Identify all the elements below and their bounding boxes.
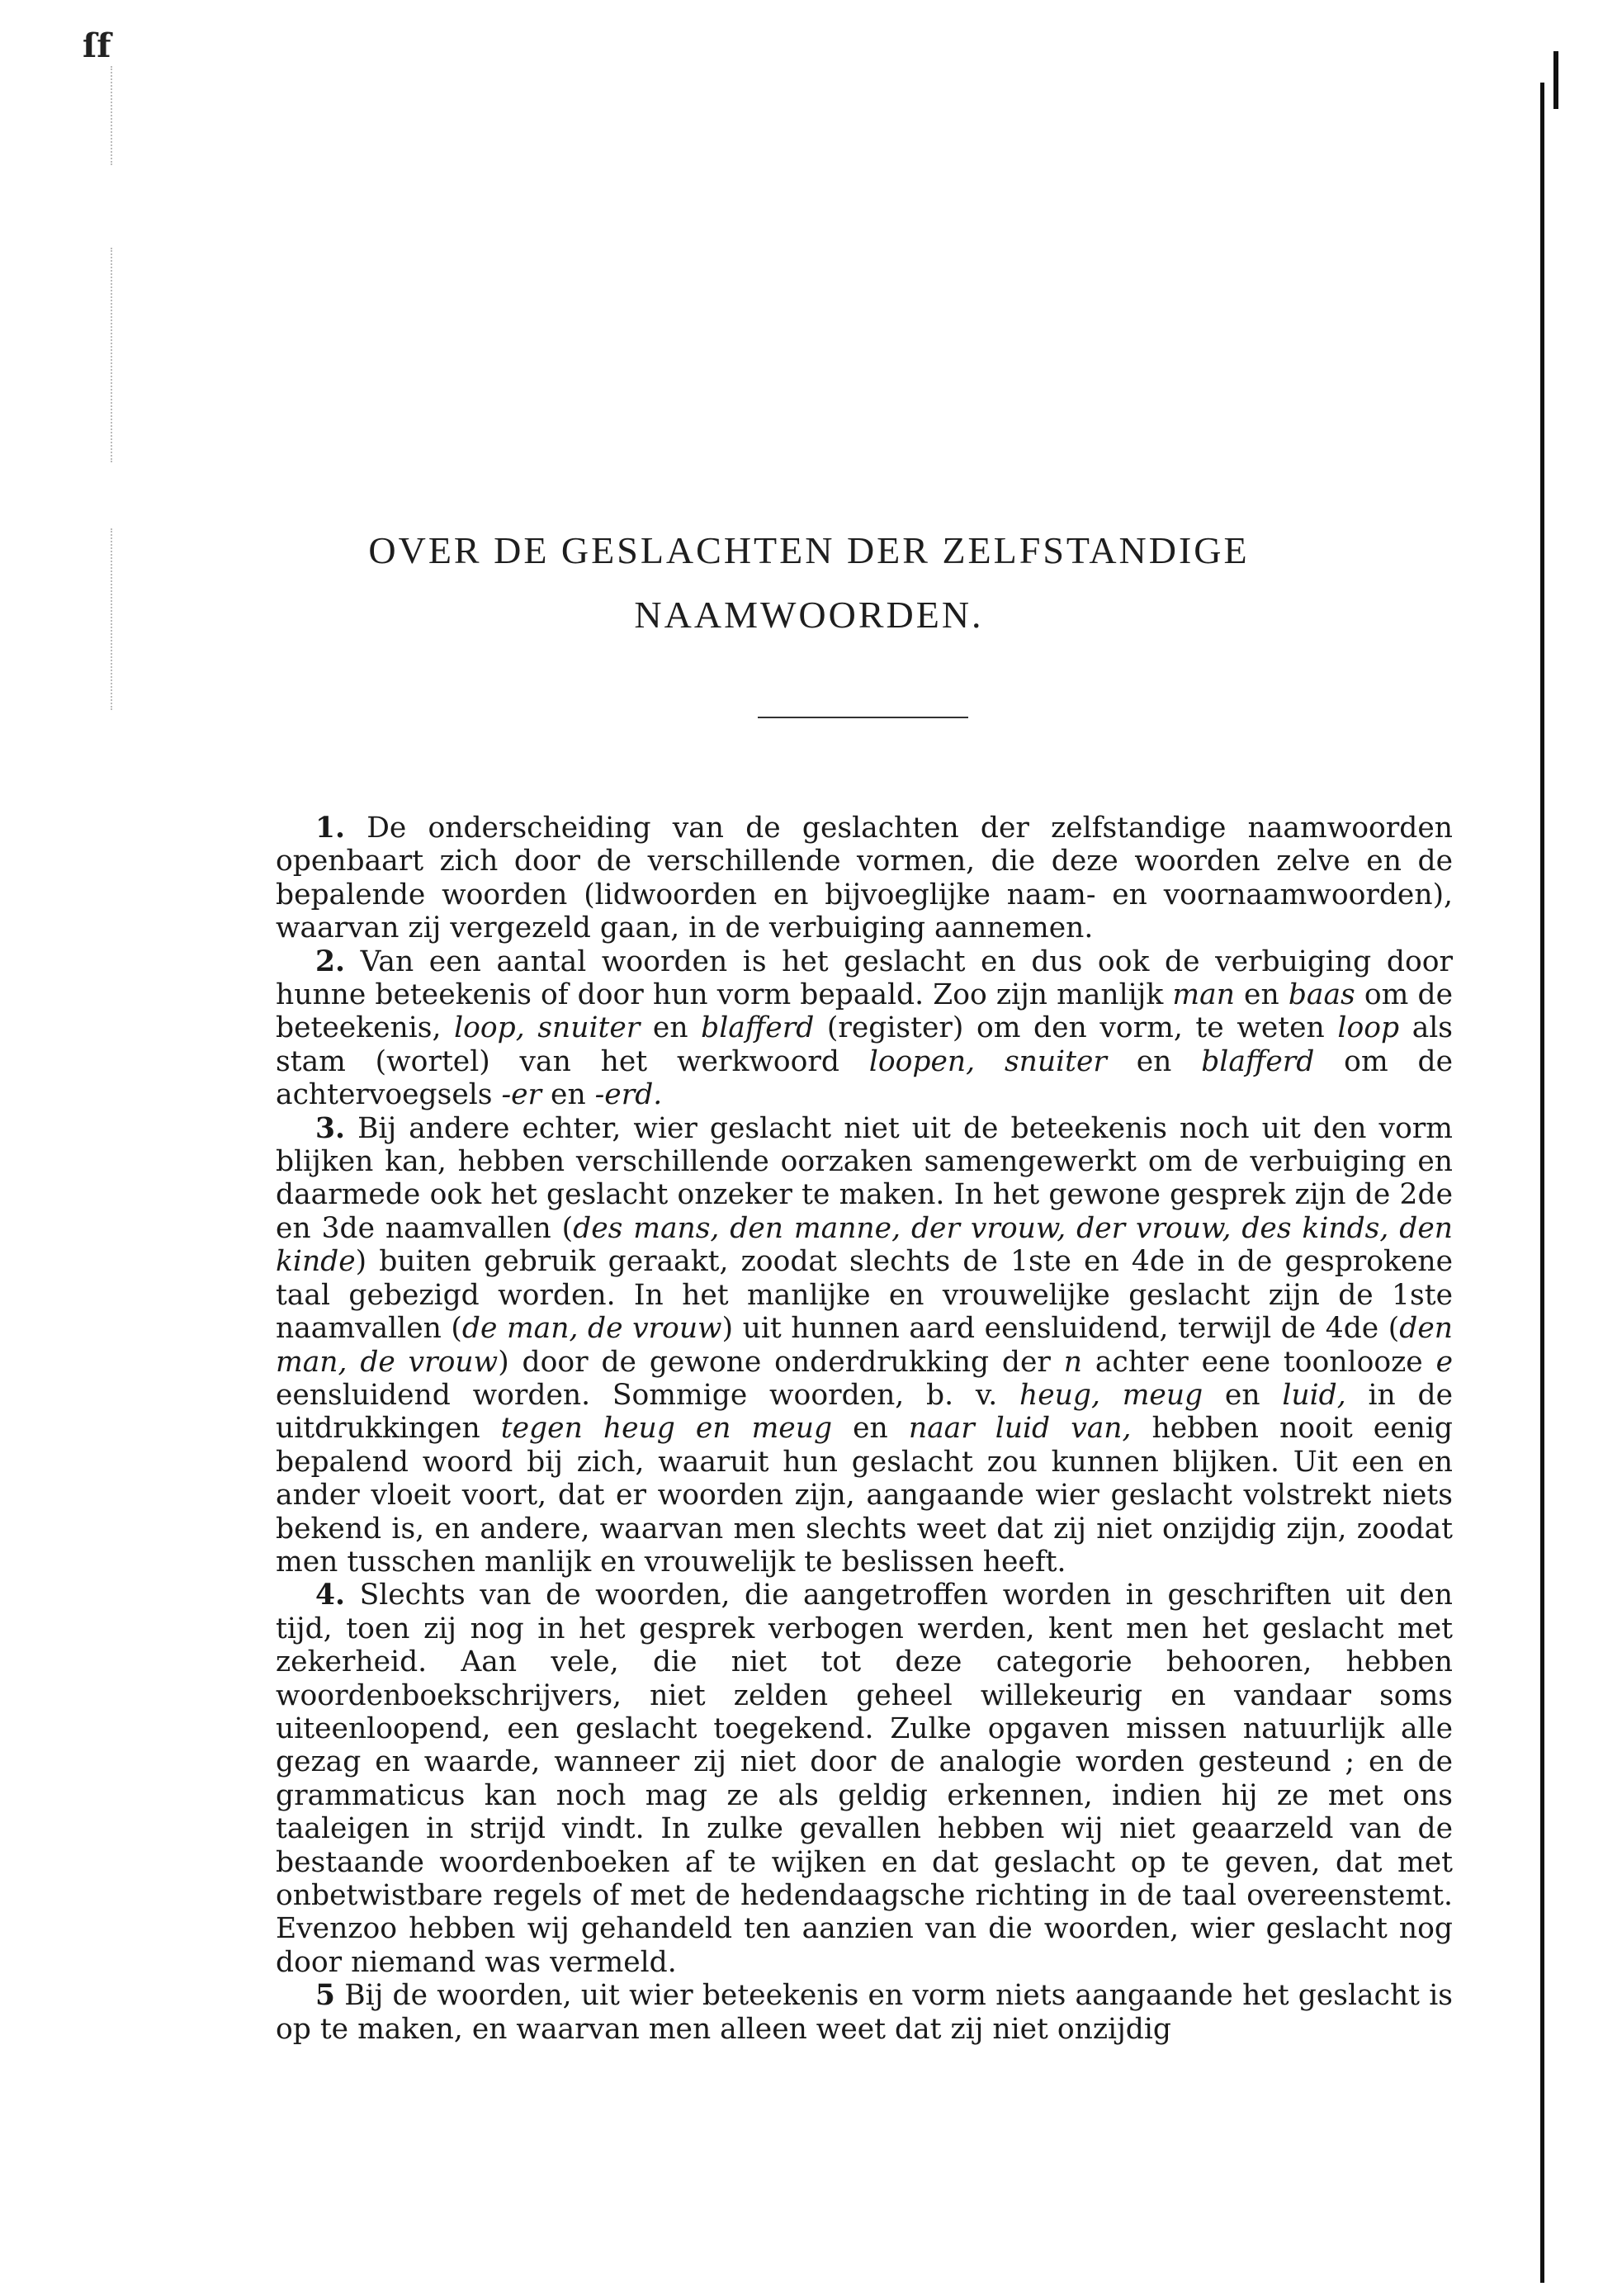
title-line-2: NAAMWOORDEN. [634,594,984,636]
margin-mark: ſf [83,26,111,65]
italic-term: loopen, snuiter [868,1044,1107,1078]
text-run: achter eene toonlooze [1082,1345,1436,1379]
italic-term: des mans, den manne, der vrouw, der vrouw, des kinds, den kinde [276,1211,1453,1279]
body-text [276,812,1453,2046]
text-run: Bij de woorden, uit wier beteekenis en vorm niets aangaande het geslacht is op te maken, en waarvan men alleen weet dat zij niet onzijdig [276,1979,1453,2046]
text-run: Slechts van de woorden, die aangetroffen worden in geschriften uit den tijd, toen zij nog in het gesprek verbogen werden, kent men het geslacht met zekerheid. Aan vele, die niet tot deze categorie behooren, hebben woordenboekschrijvers, niet zelden geheel willekeurig en vandaar soms uiteenloopend, een geslacht toegekend. Zulke opgaven missen natuurlijk alle gezag en waarde, wanneer zij niet door de analogie worden gesteund ; en de grammaticus kan noch mag ze als geldig erkennen, indien hij ze met ons taaleigen in strijd vindt. In zulke gevallen hebben wij niet geaarzeld van de bestaande woordenboeken af te wijken en dat geslacht op te geven, dat met onbetwistbare regels of met de hedendaagsche richting in de taal overeenstemt. Evenzoo hebben wij gehandeld ten aanzien van die woorden, wier geslacht nog door niemand was vermeld. [276,1579,1453,1979]
text-run: en [832,1412,909,1446]
margin-dots [111,248,114,462]
paragraph [276,1579,1453,1979]
italic-term: baas [1288,978,1355,1012]
italic-term: heug, meug [1019,1378,1203,1412]
paragraph-number: 4. [315,1579,346,1612]
paragraph [276,1979,1453,2046]
italic-term: blafferd [1201,1044,1315,1078]
text-run: en [541,1078,595,1112]
paragraph-number: 3. [315,1111,346,1145]
italic-term: tegen heug en meug [500,1412,833,1446]
paragraph [276,1112,1453,1579]
text-run: om de achtervoegsels [276,1044,1454,1112]
italic-term: -er [501,1078,542,1112]
italic-term: naar luid van, [908,1412,1132,1446]
text-run: Bij andere echter, wier geslacht niet uit de beteekenis noch uit den vorm blijken kan, hebben verschillende oorzaken samengewerkt om de verbuiging en daarmede ook het geslacht onzeker te maken. In het gewone gesprek zijn de 2de en 3de naamvallen ( [276,1111,1453,1245]
text-run: als stam (wortel) van het werkwoord [276,1011,1454,1078]
text-run: ) uit hunnen aard eensluidend, terwijl de 4de ( [721,1312,1400,1346]
text-run: ) door de gewone onderdrukking der [498,1345,1064,1379]
text-run: en [1234,978,1289,1012]
italic-term: man [1172,978,1235,1012]
italic-term: de man, de vrouw [461,1312,722,1346]
text-run: hebben nooit eenig bepalend woord bij zich, waaruit hun geslacht zou kunnen blijken. Uit een en ander vloeit voort, dat er woorden zijn, aangaande wier geslacht volstrekt niets bekend is, en andere, waarvan men slechts weet dat zij niet onzijdig zijn, zoodat men tusschen manlijk en vrouwelijk te beslissen heeft. [276,1412,1453,1579]
italic-term: e [1435,1345,1453,1379]
text-run: in de uitdrukkingen [276,1378,1453,1446]
text-run: en [640,1011,702,1045]
italic-term: loop [1337,1011,1400,1045]
italic-term: den man, de vrouw [276,1312,1453,1379]
text-run: en [1106,1044,1202,1078]
italic-term: n [1063,1345,1082,1379]
text-run: en [1203,1378,1283,1412]
text-run: Van een aantal woorden is het geslacht en dus ook de verbuiging door hunne beteekenis of door hun vorm bepaald. Zoo zijn manlijk [276,944,1453,1012]
italic-term: luid, [1282,1378,1346,1412]
title-divider [758,717,968,718]
binding-edge-mark [1553,51,1558,109]
paragraph-number: 2. [315,944,346,978]
margin-dots [111,66,114,165]
italic-term: loop, snuiter [454,1011,641,1045]
text-run: De onderscheiding van de geslachten der zelfstandige naamwoorden openbaart zich door de verschillende vormen, die deze woorden zelve en de bepalende woorden (lidwoorden en bijvoeglijke naam- en voornaamwoorden), waarvan zij vergezeld gaan, in de verbuiging aannemen. [276,812,1453,945]
binding-edge [1540,83,1544,2283]
paragraph-number: 5 [315,1979,336,2013]
title-line-1: OVER DE GESLACHTEN DER ZELFSTANDIGE [368,529,1250,571]
paragraph-number: 1. [315,812,346,845]
italic-term: -erd. [594,1078,663,1112]
text-run: eensluidend worden. Sommige woorden, b. v. [276,1378,1020,1412]
text-run: om de beteekenis, [276,978,1453,1045]
page-title [272,518,1345,647]
paragraph [276,812,1453,945]
paragraph [276,945,1453,1112]
text-run: ) buiten gebruik geraakt, zoodat slechts de 1ste en 4de in de gesprokene taal gebezigd worden. In het manlijke en vrouwelijke geslacht zijn de 1ste naamvallen ( [276,1245,1453,1346]
margin-dots [111,528,114,710]
text-run: (register) om den vorm, te weten [814,1011,1338,1045]
italic-term: blafferd [701,1011,815,1045]
